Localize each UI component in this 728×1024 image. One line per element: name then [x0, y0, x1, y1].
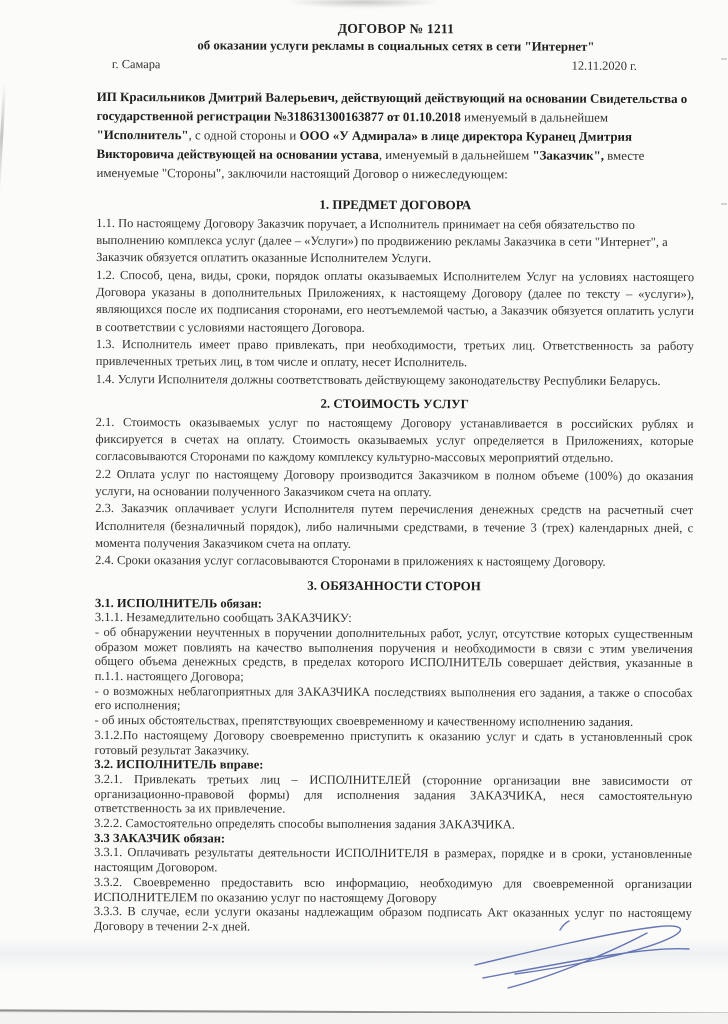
contract-title: ДОГОВОР № 1211	[337, 20, 455, 37]
signature-scribble	[463, 918, 703, 998]
contract-preamble: ИП Красильников Дмитрий Валерьевич, действующий действующий на основании Свидетельства о государственной регистрации №318631300163877 от 01.10.2018 именуемый в дальнейшем "Исполнитель", с одной стороны и ООО «У Адмирала» в лице директора Куранец Дмитрия Викторовича действующей на основании устава, именуемый в дальнейшем "Заказчик", вместе именуемые "Стороны", заключили настоящий Договор о нижеследующем:	[96, 89, 688, 182]
section-obligations	[94, 577, 693, 936]
scan-background-below-edge	[0, 1013, 728, 1024]
clause-1-4: 1.4. Услуги Исполнителя должны соответствовать действующему законодательству Республики Беларусь.	[95, 371, 661, 388]
scan-edge-streak-left	[0, 84, 6, 196]
section-cost	[95, 395, 694, 572]
clause-3-3-3: 3.3.3. В случае, если услуги оказаны надлежащим образом подписать Акт оказанных услуг по настоящему Договору в течении 2-х дней.	[93, 904, 692, 934]
contract-date: 12.11.2020 г.	[571, 58, 637, 73]
clause-3-1-label: 3.1. ИСПОЛНИТЕЛЬ обязан:	[94, 595, 263, 611]
contract-city: г. Самара	[111, 57, 161, 72]
section-2-heading: 2. СТОИМОСТЬ УСЛУГ	[320, 396, 469, 412]
clause-2-3: 2.3. Заказчик оплачивает услуги Исполнителя путем перечисления денежных средств на расчетный счет Исполнителя (безналичный порядок), либо наличными средствами, в течение 3 (трех) календарных дней, с момента получения Заказчиком счета на оплату.	[95, 501, 694, 551]
place-date-row	[97, 57, 695, 74]
clause-3-1-1-bullet-1: - об обнаружении неучтенных в поручении дополнительных работ, услуг, отсутствие которых существенным образом может повлиять на качество выполнения поручения и необходимости в связи с этим увеличения общего объема денежных средств, в пределах которого ИСПОЛНИТЕЛЬ совершает действия, указанные в п.1.1. настоящего Договора;	[94, 624, 693, 684]
section-1-heading: 1. ПРЕДМЕТ ДОГОВОРА	[319, 197, 472, 213]
scan-mark-right-2	[721, 203, 727, 205]
clause-3-1-1-bullet-2: - о возможных неблагоприятных для ЗАКАЗЧИКА последствиях выполнения его задания, а также о способах его исполнения;	[94, 683, 693, 713]
scan-mark-right-1	[721, 58, 727, 60]
clause-3-3-label: 3.3 ЗАКАЗЧИК обязан:	[94, 830, 226, 846]
clause-3-2-2: 3.2.2. Самостоятельно определять способы выполнения задания ЗАКАЗЧИКА.	[94, 816, 515, 832]
clause-1-3: 1.3. Исполнитель имеет право привлекать, при необходимости, третьих лиц. Ответственность за работу привлеченных третьих лиц, в том числе и оплату, несет Исполнитель.	[95, 336, 694, 370]
clause-1-2: 1.2. Способ, цена, виды, сроки, порядок оплаты оказываемых Исполнителем Услуг на условиях настоящего Договора указаны в дополнительных Приложениях, к настоящему Договору (далее по тексту – «услуги»), являющихся после их подписания сторонами, его неотъемлемой частью, а Заказчик обязуется оплатить услуги в соответствии с условиями настоящего Договора.	[95, 267, 695, 335]
section-subject	[96, 196, 695, 390]
clause-3-1-1-bullet-3: - об иных обстоятельствах, препятствующих своевременному и качественному исполнению задания.	[94, 713, 634, 730]
clause-3-1-1: 3.1.1. Незамедлительно сообщать ЗАКАЗЧИКУ:	[94, 610, 352, 626]
contract-document	[94, 20, 695, 936]
scan-smudge-top	[287, 0, 439, 8]
clause-3-2-label: 3.2. ИСПОЛНИТЕЛЬ вправе:	[94, 757, 264, 772]
clause-3-3-2: 3.3.2. Своевременно предоставить всю информацию, необходимую для своевременной организации ИСПОЛНИТЕЛЕМ по оказанию услуг по настоящему Договору	[93, 874, 693, 905]
contract-subtitle: об оказании услуги рекламы в социальных сетях в сети "Интернет"	[197, 38, 595, 54]
clause-3-1-2: 3.1.2.По настоящему Договору своевременно приступить к оказанию услуг и сдать в установленный срок готовый результат Заказчику.	[94, 727, 693, 758]
clause-1-1: 1.1. По настоящему Договору Заказчик поручает, а Исполнитель принимает на себя обязательство по выполнению комплекса услуг (далее – «Услуги») по продвижению рекламы Заказчика в сети "Интернет", а Заказчик обязуется оплатить оказанные Исполнителем Услуги.	[96, 215, 668, 266]
clause-3-2-1: 3.2.1. Привлекать третьих лиц – ИСПОЛНИТЕЛЕЙ (сторонние организации вне зависимости от организационно-правовой формы) для исполнения задания ЗАКАЗЧИКА, неся самостоятельную ответственность за их привлечение.	[94, 771, 693, 817]
section-3-heading: 3. ОБЯЗАННОСТИ СТОРОН	[307, 578, 481, 593]
clause-2-1: 2.1. Стоимость оказываемых услуг по настоящему Договору устанавливается в российских рублях и фиксируется в счетах на оплату. Стоимость оказываемых услуг определяется в Приложениях, которые согласовываются Сторонами по каждому комплексу культурно-массовых мероприятий отдельно.	[95, 414, 694, 466]
clause-3-3-1: 3.3.1. Оплачивать результаты деятельности ИСПОЛНИТЕЛЯ в размерах, порядке и в сроки, установленные настоящим Договором.	[94, 845, 693, 875]
clause-2-4: 2.4. Сроки оказания услуг согласовываются Сторонами в приложениях к настоящему Договору.	[95, 553, 606, 570]
clause-2-2: 2.2 Оплата услуг по настоящему Договору производится Заказчиком в полном объеме (100%) до оказания услуги, на основании полученного Заказчиком счета на оплату.	[95, 466, 694, 500]
signature-ink-strokes	[475, 921, 689, 988]
